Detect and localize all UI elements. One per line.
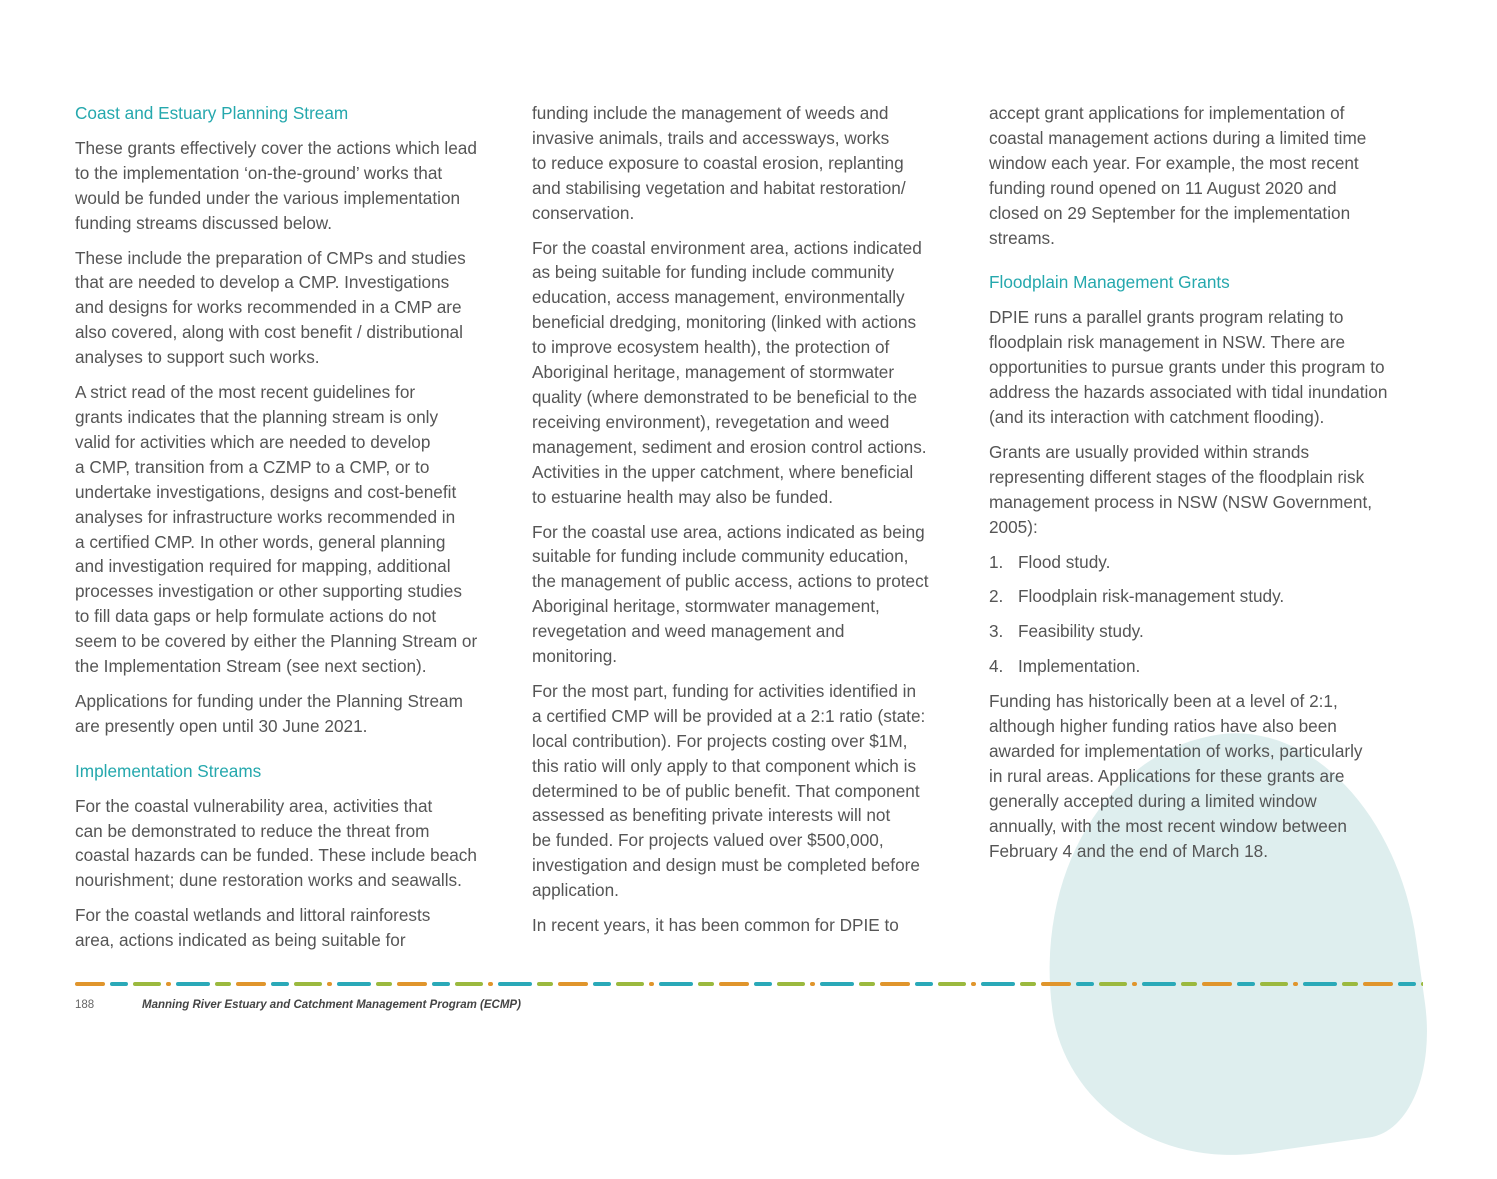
paragraph: These grants effectively cover the actions which lead to the implementation ‘on-the-ground’ works that would be funded under the various implementation funding streams discussed below. (75, 137, 477, 233)
divider-dash (971, 982, 976, 986)
divider-dash (133, 982, 161, 986)
divider-dash (327, 982, 332, 986)
divider-dash (1421, 982, 1423, 986)
paragraph: For the coastal use area, actions indicated as being suitable for funding include community education, the management of public access, actions to protect Aboriginal heritage, stormwater management, revegetation and weed management and monitoring. (532, 521, 929, 667)
paragraph: For the coastal environment area, actions indicated as being suitable for funding include community education, access management, environmentally beneficial dredging, monitoring (linked with actions to improve ecosystem health), the protection of Aboriginal heritage, management of stormwater quality (where demonstrated to be beneficial to the receiving environment), revegetation and weed management, sediment and erosion control actions. Activities in the upper catchment, where beneficial to estuarine health may also be funded. (532, 237, 927, 507)
list-number: 2. (989, 586, 1004, 607)
paragraph: For the coastal vulnerability area, activities that can be demonstrated to reduce the threat from coastal hazards can be funded. These include beach nourishment; dune restoration works and seawalls. (75, 795, 477, 891)
page-number: 188 (75, 999, 95, 1011)
divider-dash (616, 982, 644, 986)
list-item (989, 584, 1439, 609)
divider-dash (498, 982, 532, 986)
divider-dash (1020, 982, 1036, 986)
divider-dash (1181, 982, 1197, 986)
footer-title: Manning River Estuary and Catchment Management Program (ECMP) (142, 999, 521, 1011)
list-item (989, 619, 1439, 644)
divider-dash (432, 982, 450, 986)
divider-dash (215, 982, 231, 986)
divider-dash (1303, 982, 1337, 986)
divider-dash (859, 982, 875, 986)
heading-planning-stream: Coast and Estuary Planning Stream (75, 103, 349, 123)
divider-dash (397, 982, 427, 986)
heading-implementation-streams: Implementation Streams (75, 760, 262, 781)
divider-dash (1099, 982, 1127, 986)
paragraph: Funding has historically been at a level of 2:1, although higher funding ratios have also been awarded for implementation of works, particularly in rural areas. Applications for these grants are generally accepted during a limited window annually, with the most recent window between February 4 and the end of March 18. (989, 691, 1363, 861)
divider-dash (1293, 982, 1298, 986)
divider-dash (1260, 982, 1288, 986)
paragraph: In recent years, it has been common for DPIE to (532, 915, 899, 936)
paragraph: For the coastal wetlands and littoral rainforests area, actions indicated as being suitable for (75, 905, 431, 951)
paragraph: These include the preparation of CMPs and studies that are needed to develop a CMP. Investigations and designs for works recommended in a CMP are also covered, along with cost benefit / distributional analyses to support such works. (75, 247, 466, 368)
divider-dash (1398, 982, 1416, 986)
list-number: 4. (989, 656, 1004, 677)
divider-dash (176, 982, 210, 986)
divider-dash (337, 982, 371, 986)
paragraph: accept grant applications for implementation of coastal management actions during a limited time window each year. For example, the most recent funding round opened on 11 August 2020 and closed on 29 September for the implementation streams. (989, 103, 1367, 248)
divider-dash (649, 982, 654, 986)
list-text: Implementation. (1018, 656, 1141, 677)
paragraph: A strict read of the most recent guidelines for grants indicates that the planning stream is only valid for activities which are needed to develop a CMP, transition from a CZMP to a CMP, or to undertake investigations, designs and cost-benefit analyses for infrastructure works recommended in a certified CMP. In other words, general planning and investigation required for mapping, additional processes investigation or other supporting studies to fill data gaps or help formulate actions do not seem to be covered by either the Planning Stream or the Implementation Stream (see next section). (75, 382, 478, 677)
divider-dash (915, 982, 933, 986)
column-3 (989, 101, 1439, 873)
divider-dash (558, 982, 588, 986)
paragraph: funding include the management of weeds and invasive animals, trails and accessways, works to reduce exposure to coastal erosion, replanting and stabilising vegetation and habitat restoration/ conservation. (532, 103, 906, 223)
heading-floodplain-grants: Floodplain Management Grants (989, 272, 1230, 293)
divider-dash (166, 982, 171, 986)
divider-dash (1041, 982, 1071, 986)
divider-dash (1076, 982, 1094, 986)
divider-dash (376, 982, 392, 986)
list-text: Feasibility study. (1018, 621, 1144, 642)
divider-dash (880, 982, 910, 986)
divider-dash (659, 982, 693, 986)
divider-dash (110, 982, 128, 986)
divider-dash (719, 982, 749, 986)
paragraph: DPIE runs a parallel grants program relating to floodplain risk management in NSW. There are opportunities to pursue grants under this program to address the hazards associated with tidal inundation (and its interaction with catchment flooding). (989, 307, 1388, 427)
divider-dash (455, 982, 483, 986)
divider-dash (698, 982, 714, 986)
divider-dash (1142, 982, 1176, 986)
divider-dash (810, 982, 815, 986)
paragraph: Applications for funding under the Planning Stream are presently open until 30 June 2021. (75, 690, 463, 736)
divider-dash (754, 982, 772, 986)
list-item (989, 550, 1439, 575)
divider-dash (537, 982, 553, 986)
divider-dash (236, 982, 266, 986)
stages-list (989, 550, 1439, 680)
dashed-divider (75, 982, 1423, 988)
divider-dash (75, 982, 105, 986)
list-item (989, 654, 1439, 679)
paragraph: Grants are usually provided within strands representing different stages of the floodplain risk management process in NSW (NSW Government, 2005): (989, 441, 1373, 537)
list-number: 1. (989, 551, 1004, 572)
divider-dash (1237, 982, 1255, 986)
divider-dash (488, 982, 493, 986)
divider-dash (820, 982, 854, 986)
divider-dash (981, 982, 1015, 986)
column-1 (75, 101, 525, 963)
divider-dash (593, 982, 611, 986)
divider-dash (1363, 982, 1393, 986)
divider-dash (271, 982, 289, 986)
divider-dash (1342, 982, 1358, 986)
column-2 (532, 101, 982, 948)
divider-dash (777, 982, 805, 986)
divider-dash (1132, 982, 1137, 986)
divider-dash (938, 982, 966, 986)
list-number: 3. (989, 621, 1004, 642)
list-text: Flood study. (1018, 551, 1111, 572)
divider-dash (1202, 982, 1232, 986)
divider-dash (294, 982, 322, 986)
paragraph: For the most part, funding for activities identified in a certified CMP will be provided at a 2:1 ratio (state: local contribution). For projects costing over $1M, this ratio will only apply to that component which is determined to be of public benefit. That component assessed as benefiting private interests will not be funded. For projects valued over $500,000, investigation and design must be completed before application. (532, 680, 926, 901)
list-text: Floodplain risk-management study. (1018, 586, 1285, 607)
